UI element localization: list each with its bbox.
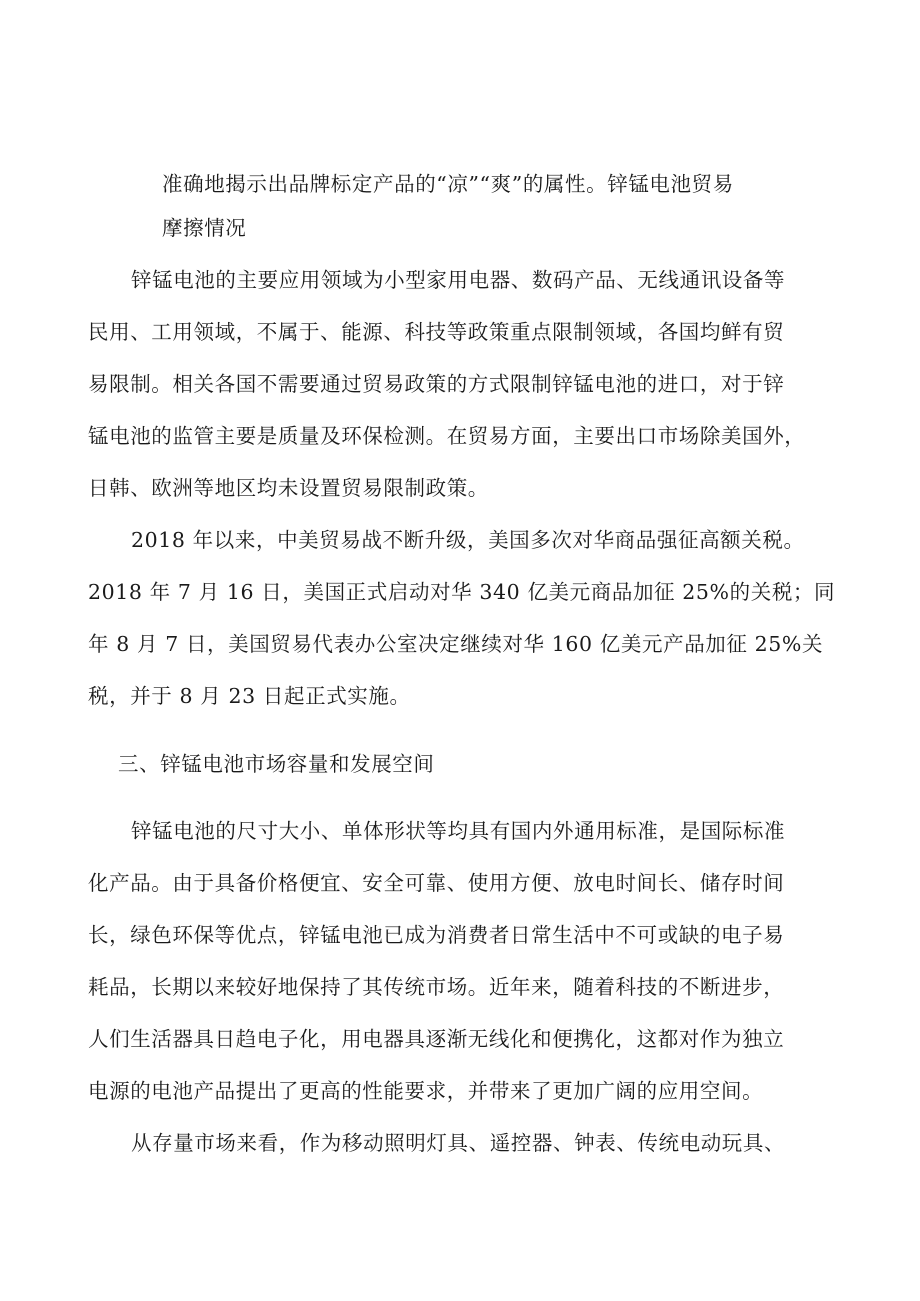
intro-line: 准确地揭示出品牌标定产品的“凉”“爽”的属性。锌锰电池贸易 — [162, 172, 734, 196]
paragraph-line: 长，绿色环保等优点，锌锰电池已成为消费者日常生活中不可或缺的电子易 — [88, 923, 785, 947]
paragraph-line: 2018 年以来，中美贸易战不断升级，美国多次对华商品强征高额关税。 — [131, 528, 805, 552]
intro-line: 摩擦情况 — [162, 216, 247, 240]
paragraph-line: 易限制。相关各国不需要通过贸易政策的方式限制锌锰电池的进口，对于锌 — [88, 372, 785, 396]
paragraph-line: 从存量市场来看，作为移动照明灯具、遥控器、钟表、传统电动玩具、 — [131, 1131, 786, 1155]
paragraph-line: 税，并于 8 月 23 日起正式实施。 — [88, 684, 411, 708]
section-heading: 三、锌锰电池市场容量和发展空间 — [118, 752, 435, 776]
paragraph-line: 年 8 月 7 日，美国贸易代表办公室决定继续对华 160 亿美元产品加征 25%关 — [88, 632, 824, 656]
paragraph-line: 耗品，长期以来较好地保持了其传统市场。近年来，随着科技的不断进步， — [88, 975, 785, 999]
paragraph-line: 锰电池的监管主要是质量及环保检测。在贸易方面，主要出口市场除美国外， — [88, 424, 806, 448]
paragraph-line: 化产品。由于具备价格便宜、安全可靠、使用方便、放电时间长、储存时间 — [88, 871, 785, 895]
paragraph-line: 锌锰电池的尺寸大小、单体形状等均具有国内外通用标准，是国际标准 — [131, 819, 786, 843]
paragraph-line: 2018 年 7 月 16 日，美国正式启动对华 340 亿美元商品加征 25%的关税；同 — [88, 580, 836, 604]
paragraph-line: 日韩、欧洲等地区均未设置贸易限制政策。 — [88, 476, 489, 500]
paragraph-line: 民用、工用领域，不属于、能源、科技等政策重点限制领域，各国均鲜有贸 — [88, 320, 785, 344]
paragraph-line: 电源的电池产品提出了更高的性能要求，并带来了更加广阔的应用空间。 — [88, 1079, 764, 1103]
paragraph-line: 锌锰电池的主要应用领域为小型家用电器、数码产品、无线通讯设备等 — [131, 268, 786, 292]
paragraph-line: 人们生活器具日趋电子化，用电器具逐渐无线化和便携化，这都对作为独立 — [88, 1027, 785, 1051]
